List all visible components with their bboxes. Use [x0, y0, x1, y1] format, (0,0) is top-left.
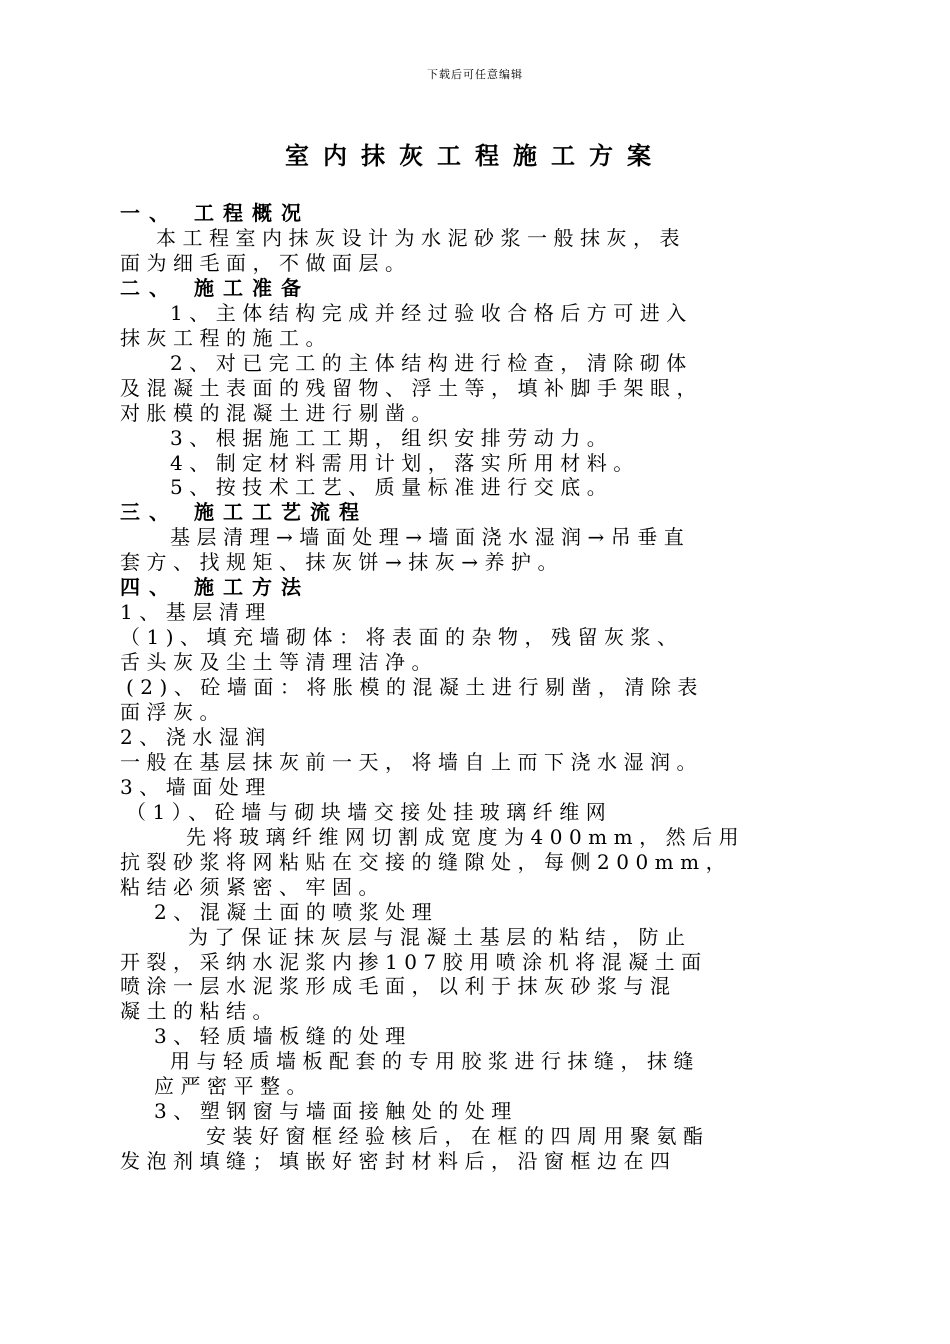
- body-line: 开裂，采纳水泥浆内掺107胶用喷涂机将混凝土面: [120, 949, 708, 974]
- body-line: 5、按技术工艺、质量标准进行交底。: [170, 475, 614, 500]
- body-line: 为了保证抹灰层与混凝土基层的粘结，防止: [188, 924, 692, 949]
- body-line: 3、墙面处理: [120, 774, 272, 799]
- body-line: 凝土的粘结。: [120, 999, 279, 1024]
- body-line: 3、根据施工工期，组织安排劳动力。: [170, 425, 614, 450]
- section-heading: 一、 工程概况: [120, 201, 310, 225]
- body-line: （1）、砼墙与砌块墙交接处挂玻璃纤维网: [126, 799, 613, 824]
- body-line: 粘结必须紧密、牢固。: [120, 874, 385, 899]
- body-line: 舌头灰及尘土等清理洁净。: [120, 650, 438, 675]
- body-line: 3、塑钢窗与墙面接触处的处理: [154, 1099, 518, 1124]
- section-heading: 四、 施工方法: [120, 575, 310, 600]
- body-line: 3、轻质墙板缝的处理: [154, 1024, 412, 1049]
- body-line: 抗裂砂浆将网粘贴在交接的缝隙处，每侧200mm，: [120, 849, 733, 874]
- body-line: 2、浇水湿润: [120, 724, 272, 749]
- body-line: 抹灰工程的施工。: [120, 325, 332, 350]
- body-line: 安装好窗框经验核后，在框的四周用聚氨酯: [206, 1124, 710, 1149]
- section-heading: 三、 施工工艺流程: [120, 500, 368, 525]
- body-line: 基层清理→墙面处理→墙面浇水湿润→吊垂直: [170, 525, 691, 550]
- body-line: 面浮灰。: [120, 700, 226, 724]
- body-line: (2)、砼墙面：将胀模的混凝土进行剔凿，清除表: [126, 675, 704, 700]
- body-line: 应严密平整。: [154, 1074, 313, 1099]
- body-line: 用与轻质墙板配套的专用胶浆进行抹缝，抹缝: [170, 1049, 700, 1074]
- body-line: 本工程室内抹灰设计为水泥砂浆一般抹灰，表: [156, 225, 686, 250]
- document-title: 室内抹灰工程施工方案: [285, 141, 665, 170]
- body-line: 喷涂一层水泥浆形成毛面，以利于抹灰砂浆与混: [120, 974, 677, 999]
- body-line: 套方、找规矩、抹灰饼→抹灰→养护。: [120, 550, 565, 575]
- body-line: 1、主体结构完成并经过验收合格后方可进入: [170, 300, 693, 325]
- page-header: 下载后可任意编辑: [427, 68, 523, 81]
- body-line: 发泡剂填缝；填嵌好密封材料后，沿窗框边在四: [120, 1149, 677, 1174]
- body-line: 及混凝土表面的残留物、浮土等，填补脚手架眼，: [120, 375, 703, 400]
- body-line: 4、制定材料需用计划，落实所用材料。: [170, 450, 640, 475]
- body-line: 一般在基层抹灰前一天，将墙自上而下浇水湿润。: [120, 749, 703, 774]
- body-line: 2、对已完工的主体结构进行检查，清除砌体: [170, 350, 693, 375]
- body-line: 1、基层清理: [120, 600, 272, 625]
- body-line: 2、混凝土面的喷浆处理: [154, 899, 439, 924]
- body-line: 面为细毛面，不做面层。: [120, 250, 412, 275]
- body-line: （1)、填充墙砌体：将表面的杂物，残留灰浆、: [120, 625, 684, 650]
- section-heading: 二、 施工准备: [120, 275, 310, 300]
- body-line: 对胀模的混凝土进行剔凿。: [120, 400, 438, 425]
- body-line: 先将玻璃纤维网切割成宽度为400mm，然后用: [186, 824, 746, 849]
